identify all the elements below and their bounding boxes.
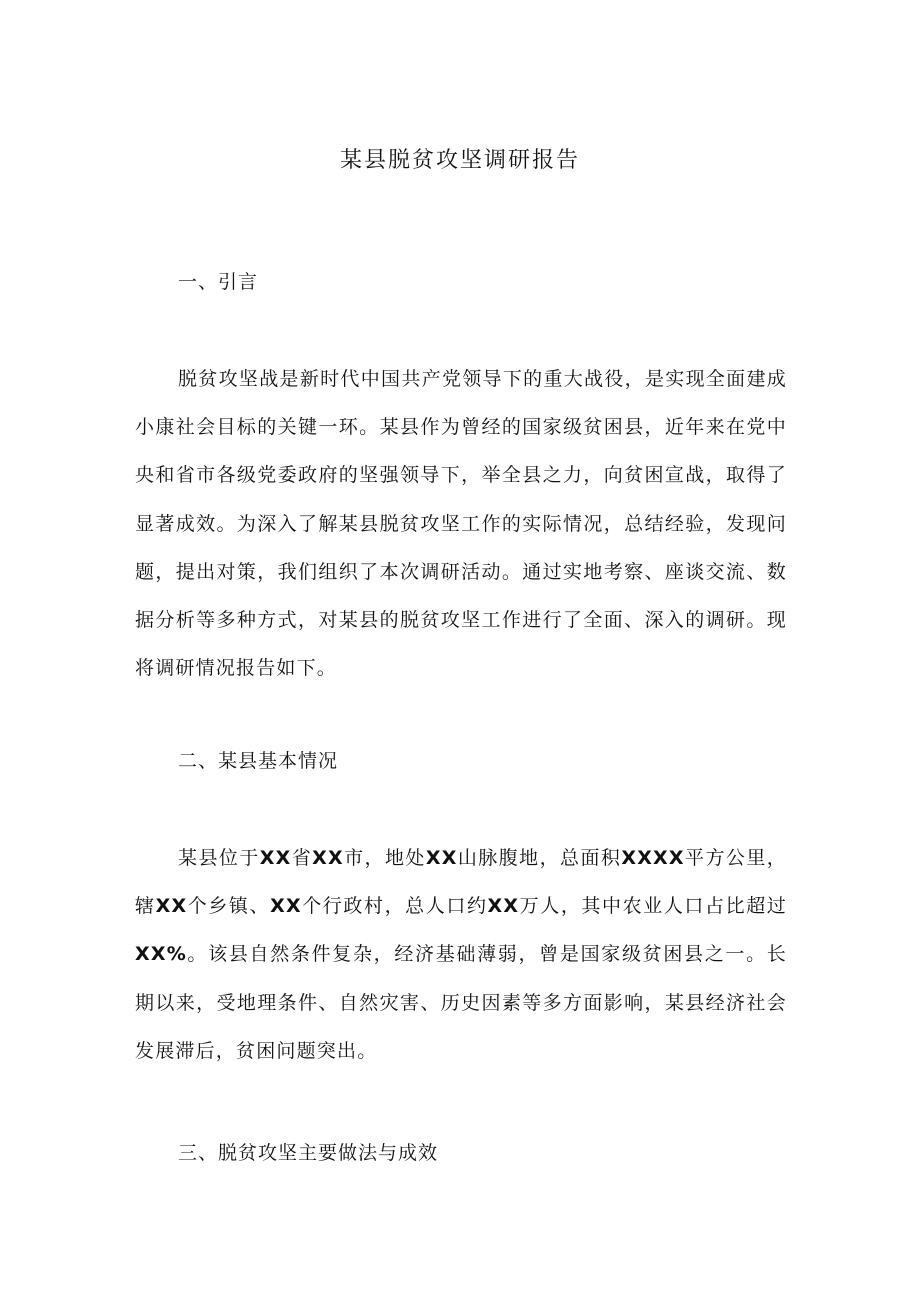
section-heading-measures: 三、脱贫攻坚主要做法与成效 xyxy=(178,1142,439,1164)
section-heading-intro: 一、引言 xyxy=(178,271,259,293)
section-paragraph-basic-info: 某县位于XX省XX市，地处XX山脉腹地，总面积XXXX平方公里，辖XX个乡镇、XX个行政村，总人口约XX万人，其中农业人口占比超过XX%。该县自然条件复杂，经济基础薄弱，曾是国家级贫困县之一。长期以来，受地理条件、自然灾害、历史因素等多方面影响，某县经济社会发展滞后，贫困问题突出。 xyxy=(135,847,787,1062)
section-heading-basic-info: 二、某县基本情况 xyxy=(178,750,339,772)
section-paragraph-intro: 脱贫攻坚战是新时代中国共产党领导下的重大战役，是实现全面建成小康社会目标的关键一环。某县作为曾经的国家级贫困县，近年来在党中央和省市各级党委政府的坚强领导下，举全县之力，向贫困宣战，取得了显著成效。为深入了解某县脱贫攻坚工作的实际情况，总结经验，发现问题，提出对策，我们组织了本次调研活动。通过实地考察、座谈交流、数据分析等多种方式，对某县的脱贫攻坚工作进行了全面、深入的调研。现将调研情况报告如下。 xyxy=(135,368,787,680)
document-title: 某县脱贫攻坚调研报告 xyxy=(339,148,580,173)
